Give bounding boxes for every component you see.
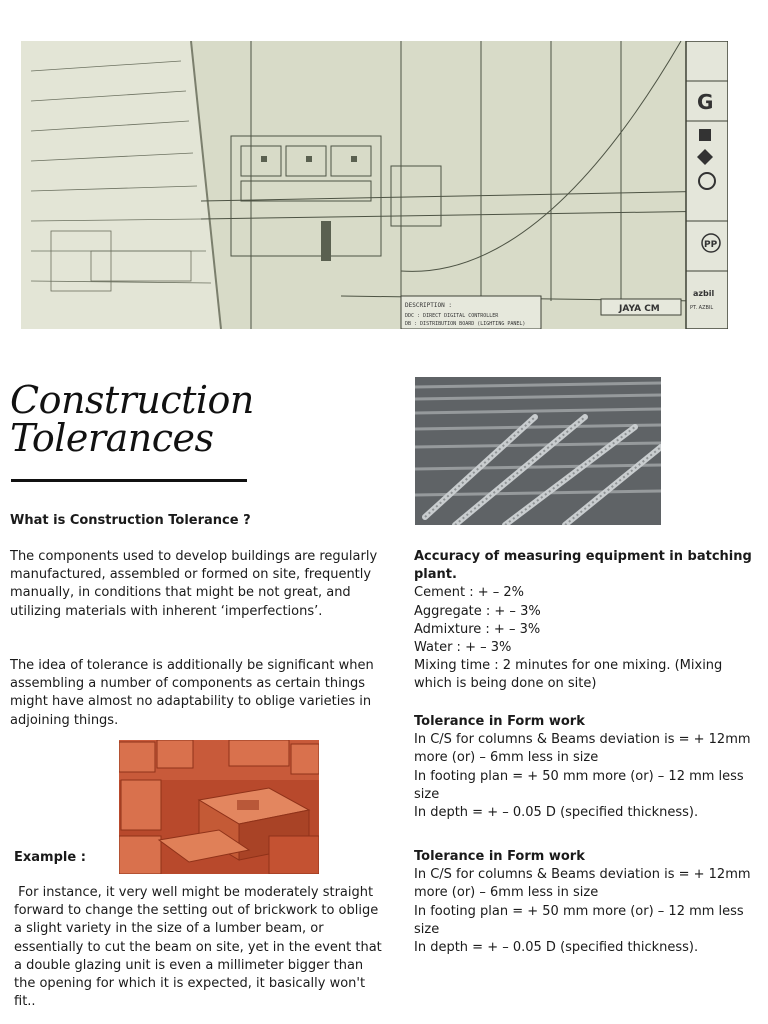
title-line-2: Tolerances [10, 416, 214, 460]
formwork-line: In C/S for columns & Beams deviation is = + 12mm more (or) – 6mm less in size [414, 732, 751, 766]
title-divider [11, 479, 247, 482]
accuracy-line: Water : + – 3% [414, 640, 512, 656]
accuracy-line: Cement : + – 2% [414, 585, 524, 601]
tolerance-paragraph: The idea of tolerance is additionally be significant when assembling a number of components as certain things might have almost no adaptability to oblige varieties in adjoining things. [10, 658, 374, 728]
svg-text:JAYA CM: JAYA CM [619, 304, 660, 314]
title-line-1: Construction [10, 378, 254, 422]
example-label: Example : [14, 850, 86, 865]
rebar-image [415, 377, 661, 525]
bricks-image [119, 740, 319, 874]
svg-text:PP: PP [704, 240, 718, 250]
formwork-line: In footing plan = + 50 mm more (or) – 12 mm less size [414, 903, 744, 937]
formwork-heading: Tolerance in Form work [414, 714, 585, 729]
formwork-tolerance-section [414, 713, 762, 822]
formwork-line: In depth = + – 0.05 D (specified thickness). [414, 805, 699, 821]
svg-text:G: G [697, 90, 714, 114]
formwork-heading: Tolerance in Form work [414, 849, 585, 864]
svg-text:azbil: azbil [693, 289, 715, 298]
svg-text:DB : DISTRIBUTION BOARD (LIGHT: DB : DISTRIBUTION BOARD (LIGHTING PANEL) [405, 321, 526, 327]
formwork-tolerance-section-repeat [414, 848, 762, 957]
formwork-line: In C/S for columns & Beams deviation is = + 12mm more (or) – 6mm less in size [414, 867, 751, 901]
batching-accuracy-heading: Accuracy of measuring equipment in batching plant. [414, 549, 752, 583]
svg-text:PT. AZBIL: PT. AZBIL [690, 305, 714, 311]
formwork-line: In footing plan = + 50 mm more (or) – 12 mm less size [414, 768, 744, 802]
svg-text:DDC : DIRECT DIGITAL CONTROLLE: DDC : DIRECT DIGITAL CONTROLLER [405, 313, 499, 319]
accuracy-line: Mixing time : 2 minutes for one mixing. (Mixing which is being done on site) [414, 658, 723, 692]
question-heading: What is Construction Tolerance ? [10, 513, 251, 528]
svg-text:DESCRIPTION :: DESCRIPTION : [405, 302, 452, 309]
intro-paragraph: The components used to develop buildings are regularly manufactured, assembled or formed on site, frequently manually, in conditions that might be not great, and utilizing materials with inherent ‘imperfections’. [10, 549, 378, 619]
accuracy-line: Admixture : + – 3% [414, 621, 541, 637]
accuracy-line: Aggregate : + – 3% [414, 603, 541, 619]
example-paragraph: For instance, it very well might be moderately straight forward to change the setting out of brickwork to oblige a slight variety in the size of a lumber beam, or essentially to cut the beam on site, yet in the event that a double glazing unit is even a millimeter bigger than the opening for which it is expected, it basically won't fit.. [14, 885, 386, 1010]
formwork-line: In depth = + – 0.05 D (specified thickness). [414, 940, 699, 956]
page-title [10, 378, 270, 460]
blueprint-image [21, 41, 728, 329]
batching-accuracy-section [414, 548, 762, 694]
